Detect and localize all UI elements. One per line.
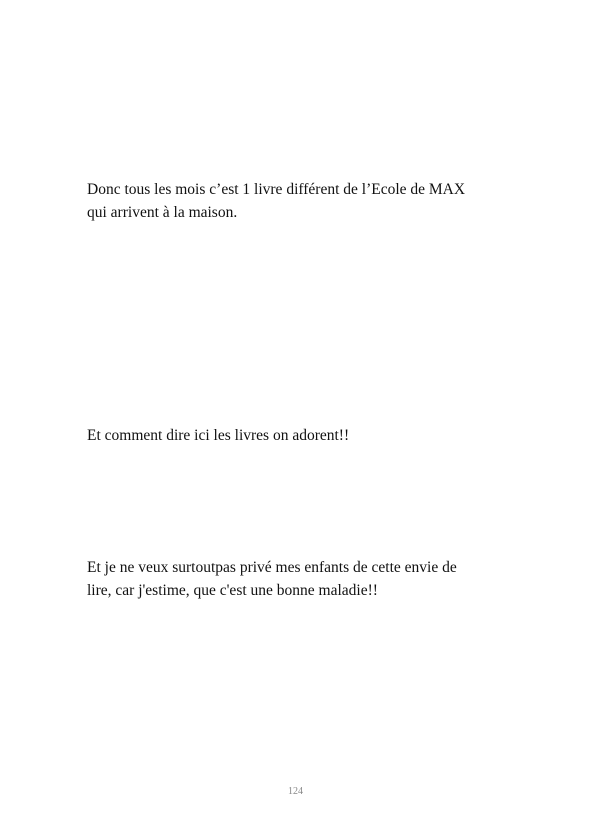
text-line: Et comment dire ici les livres on adorent!! <box>87 427 350 444</box>
text-line: Et je ne veux surtoutpas privé mes enfants de cette envie de <box>87 559 457 576</box>
text-line: lire, car j'estime, que c'est une bonne maladie!! <box>87 582 378 599</box>
paragraph-reading-desire <box>87 556 527 602</box>
text-line: qui arrivent à la maison. <box>87 204 238 221</box>
page-number: 124 <box>288 786 303 797</box>
text-line: Donc tous les mois c’est 1 livre différent de l’Ecole de MAX <box>87 181 466 198</box>
paragraph-love-books <box>87 424 527 447</box>
paragraph-monthly-books <box>87 178 527 224</box>
